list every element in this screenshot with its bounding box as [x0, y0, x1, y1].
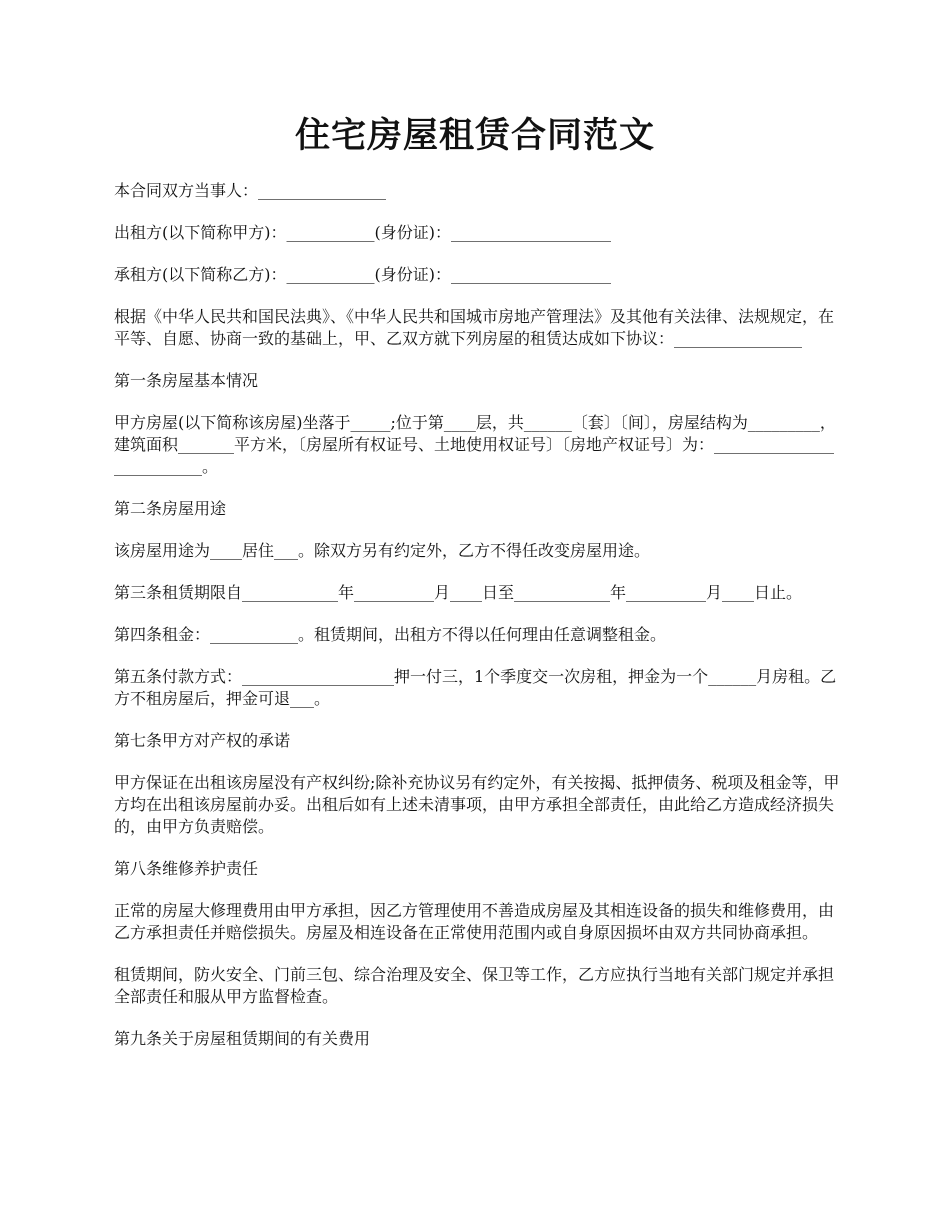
- article-2-heading: 第二条房屋用途: [114, 499, 227, 518]
- article-1-body: 甲方房屋(以下简称该房屋)坐落于_____;位于第____层，共______〔套〕〔间〕，房屋结构为_________，建筑面积_______平方米，〔房屋所有权证号、土地使用权证号〕〔房地产权证号〕为：__________________________。: [114, 413, 836, 476]
- article-8-heading: 第八条维修养护责任: [114, 859, 259, 878]
- lessor-line: 出租方(以下简称甲方)：___________(身份证)：____________________: [114, 223, 611, 242]
- preamble-paragraph: 根据《中华人民共和国民法典》、《中华人民共和国城市房地产管理法》及其他有关法律、法规规定，在平等、自愿、协商一致的基础上，甲、乙双方就下列房屋的租赁达成如下协议：________________: [114, 307, 835, 348]
- article-7-heading: 第七条甲方对产权的承诺: [114, 731, 291, 750]
- article-3-term: 第三条租赁期限自____________年__________月____日至____________年__________月____日止。: [114, 583, 803, 602]
- document-title: 住宅房屋租赁合同范文: [294, 115, 655, 156]
- parties-line: 本合同双方当事人：________________: [114, 181, 387, 200]
- article-7-body: 甲方保证在出租该房屋没有产权纠纷;除补充协议另有约定外，有关按揭、抵押债务、税项及租金等，甲方均在出租该房屋前办妥。出租后如有上述未清事项，由甲方承担全部责任，由此给乙方造成经济损失的，由甲方负责赔偿。: [114, 773, 840, 836]
- article-2-body: 该房屋用途为____居住___。除双方另有约定外，乙方不得任改变房屋用途。: [114, 541, 651, 560]
- document-body: [114, 180, 840, 1070]
- article-8-body-1: 正常的房屋大修理费用由甲方承担，因乙方管理使用不善造成房屋及其相连设备的损失和维修费用，由乙方承担责任并赔偿损失。房屋及相连设备在正常使用范围内或自身原因损坏由双方共同协商承担。: [114, 901, 835, 942]
- lessee-line: 承租方(以下简称乙方)：___________(身份证)：____________________: [114, 265, 611, 284]
- article-4-rent: 第四条租金：___________。租赁期间，出租方不得以任何理由任意调整租金。: [114, 625, 667, 644]
- article-9-heading: 第九条关于房屋租赁期间的有关费用: [114, 1029, 371, 1048]
- article-5-payment: 第五条付款方式：___________________押一付三，1个季度交一次房租，押金为一个______月房租。乙方不租房屋后，押金可退___。: [114, 667, 837, 708]
- article-8-body-2: 租赁期间，防火安全、门前三包、综合治理及安全、保卫等工作，乙方应执行当地有关部门规定并承担全部责任和服从甲方监督检查。: [114, 965, 835, 1006]
- article-1-heading: 第一条房屋基本情况: [114, 371, 259, 390]
